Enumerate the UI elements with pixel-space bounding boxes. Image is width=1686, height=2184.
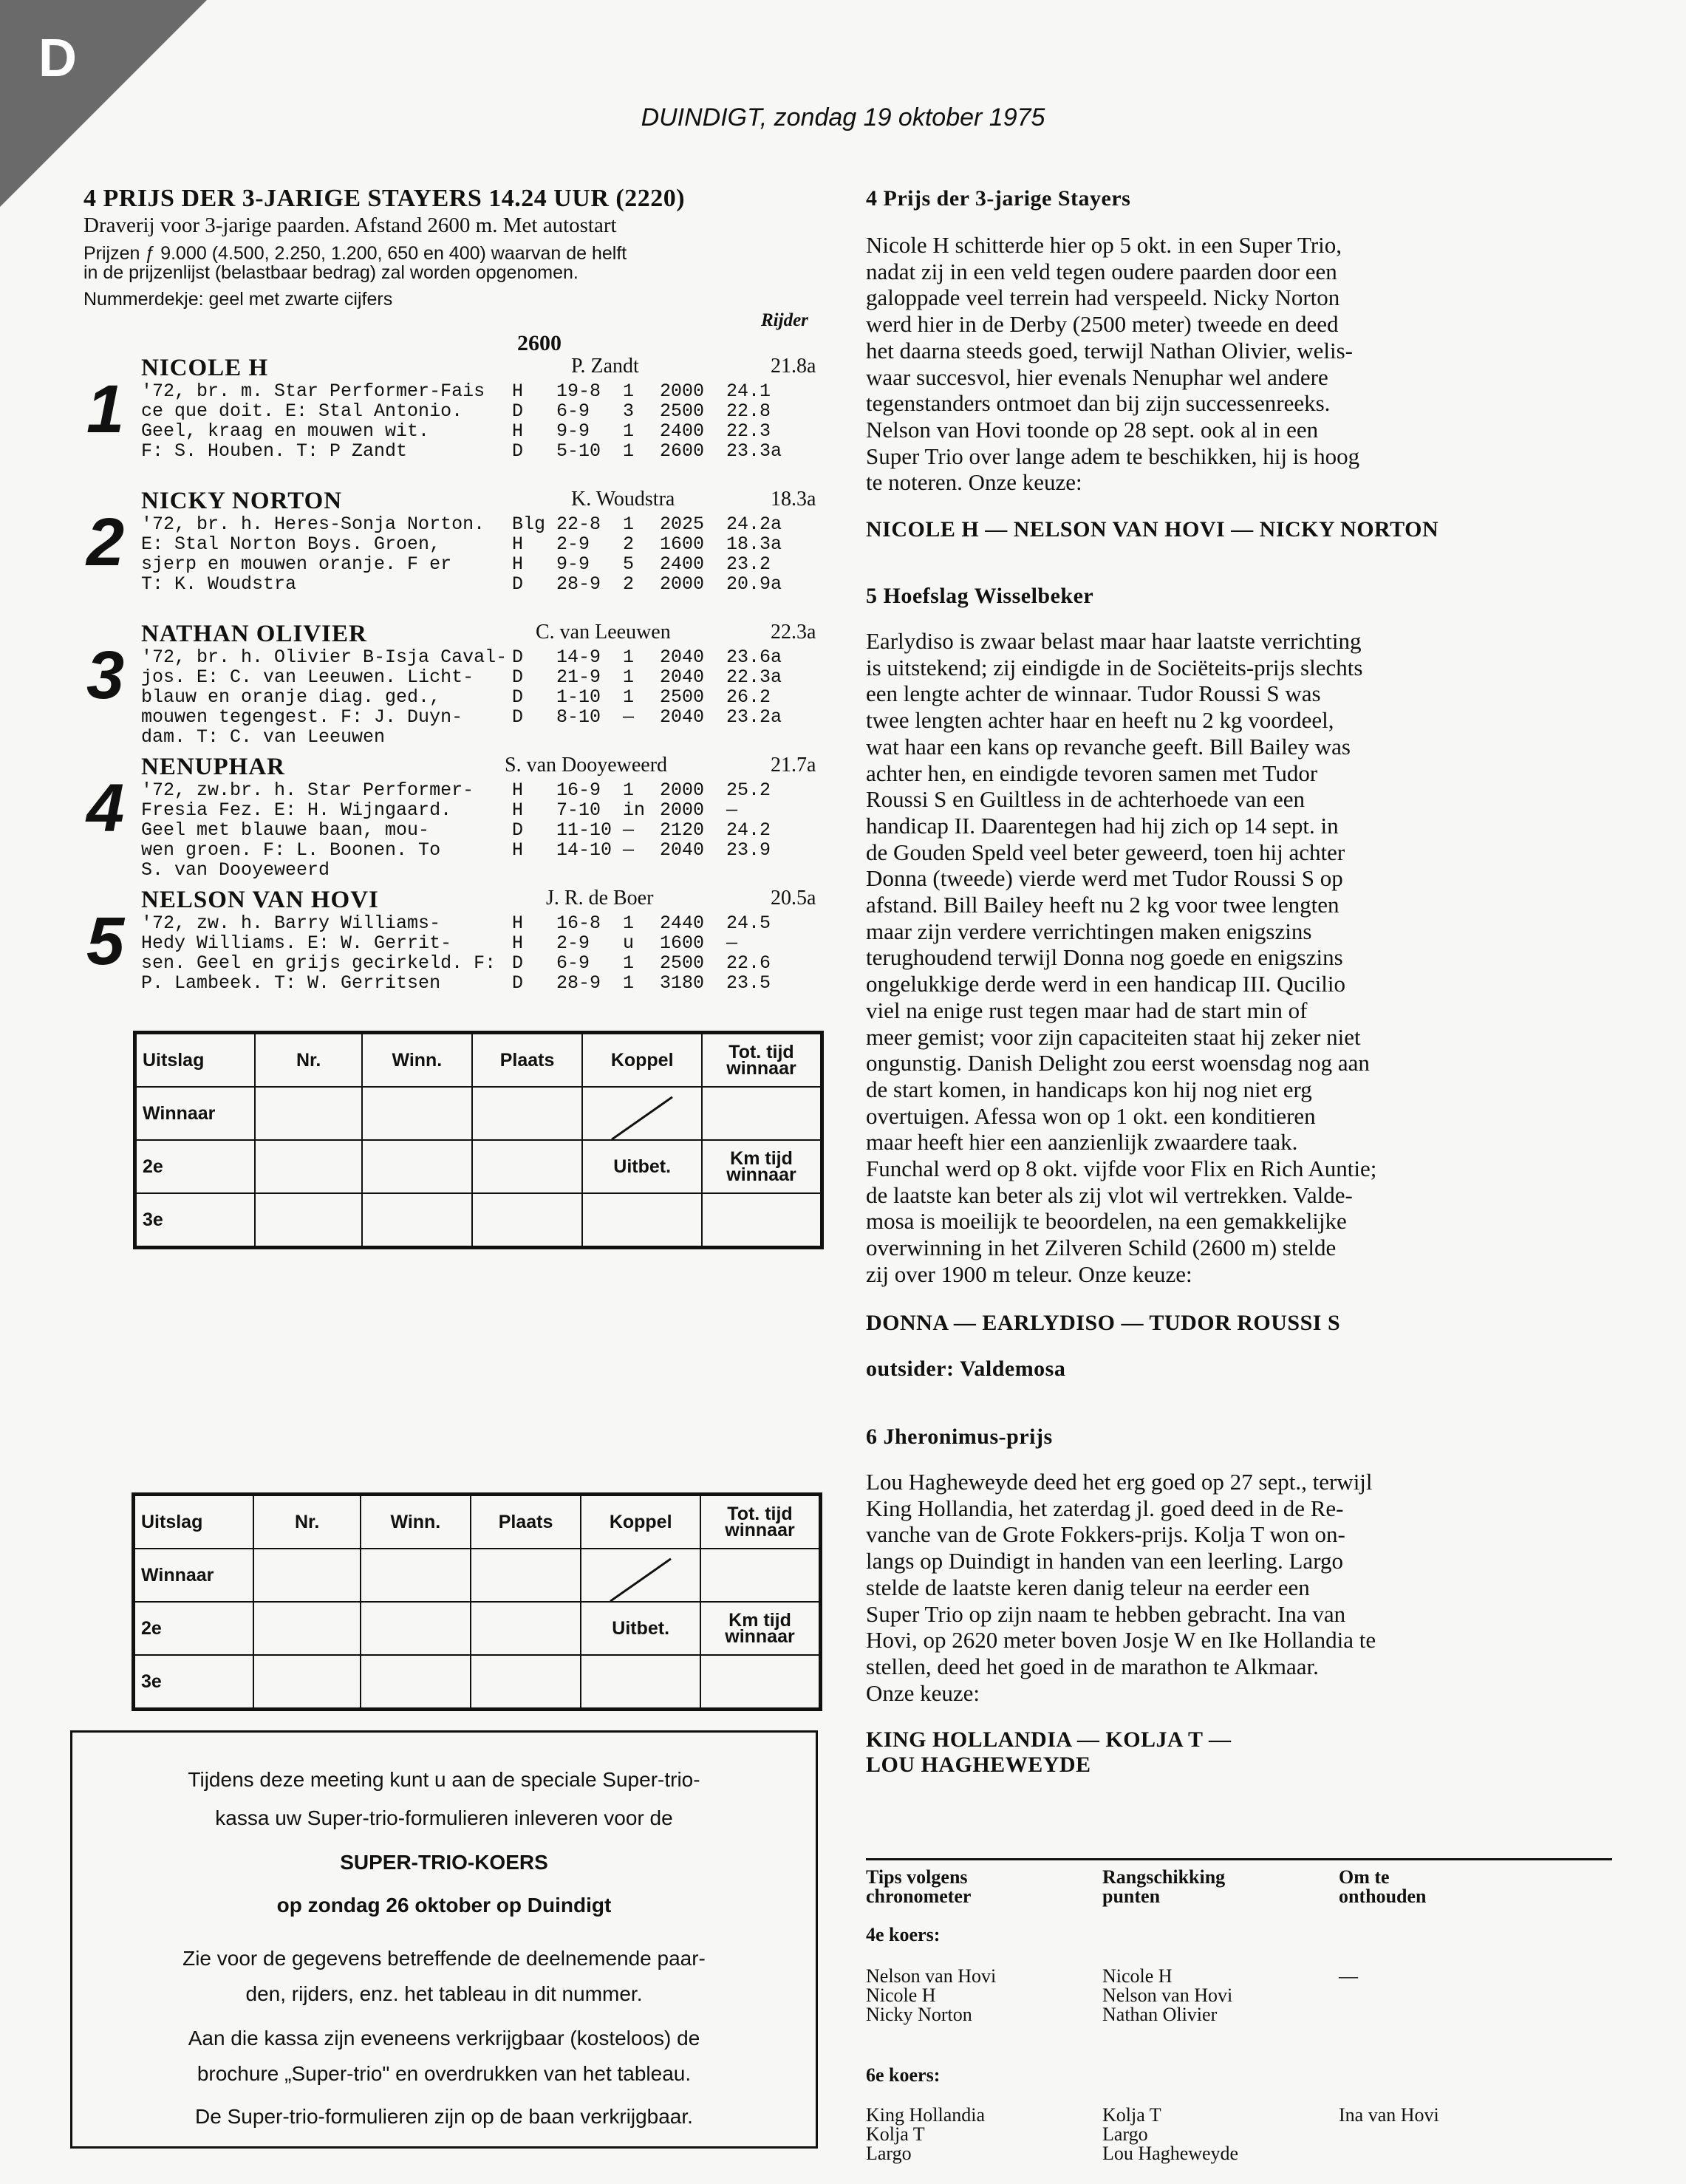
text-line: nadat zij in een veld tegen oudere paarden door een [866,258,1337,284]
text-line: Lou Hagheweyde deed het erg goed op 27 sept., terwijl [866,1469,1373,1495]
winn-header: Winn. [361,1495,471,1549]
horse-number: 2 [86,505,125,580]
result-cell: in [623,799,646,821]
result-cell: 5-10 [556,440,601,462]
tips-header-onthouden: Om te onthouden [1339,1866,1427,1907]
result-cell: D [512,972,524,994]
description-line: '72, br. h. Heres-Sonja Norton. [141,513,485,535]
cell[interactable] [362,1087,472,1140]
horse-entry [83,621,830,746]
description-line: ce que doit. E: Stal Antonio. [141,400,463,422]
second-row-label: 2e [134,1602,254,1655]
description-line: E: Stal Norton Boys. Groen, [141,533,441,555]
horse-rider: P. Zandt [571,355,639,378]
cell[interactable] [472,1140,583,1193]
notice-line: den, rijders, enz. het tableau in dit nummer. [245,1982,643,2005]
result-cell: 2500 [660,952,705,974]
text-line: Super Trio over lange adem te beschikken, hij is hoog [866,443,1360,469]
result-cell: Blg [512,513,546,535]
result-cell: 1 [623,381,635,402]
nr-header: Nr. [253,1495,360,1549]
race-title: 4 PRIJS DER 3-JARIGE STAYERS 14.24 UUR (2220) [83,185,686,212]
description-line: '72, zw. h. Barry Williams- [141,912,441,934]
description-line: Geel met blauwe baan, mou- [141,819,430,841]
description-line: T: K. Woudstra [141,573,297,595]
result-cell: 1600 [660,932,705,954]
result-cell: 2-9 [556,533,590,555]
koppel-header: Koppel [582,1033,702,1088]
result-cell: 6-9 [556,400,590,422]
uitslag-header: Uitslag [135,1033,256,1088]
text-line: stellen, deed het goed in de marathon te Alkmaar. [866,1653,1319,1679]
result-cell: 24.2 [726,819,771,841]
text-line: Nicky Norton [866,2004,972,2025]
result-cell: D [512,440,524,462]
section-6-pick-1: KING HOLLANDIA — KOLJA T — [866,1727,1232,1752]
result-table-1 [133,1031,824,1249]
cell[interactable] [700,1655,821,1710]
notice-date: op zondag 26 oktober op Duindigt [276,1894,612,1917]
text-line: een lengte achter de winnaar. Tudor Roussi S was [866,680,1321,707]
result-cell: 5 [623,553,635,575]
text-line: Super Trio op zijn naam te hebben gebracht. Ina van [866,1600,1346,1627]
cell[interactable] [361,1655,471,1710]
description-line: '72, br. m. Star Performer-Fais [141,381,485,402]
result-cell: 1 [623,779,635,801]
description-line: Geel, kraag en mouwen wit. [141,420,430,442]
result-cell: 23.5 [726,972,771,994]
description-line: Fresia Fez. E: H. Wijngaard. [141,799,452,821]
horse-rating: 21.7a [771,754,816,777]
text-line: Onze keuze: [866,1679,980,1706]
cell[interactable] [253,1655,360,1710]
uitslag-header: Uitslag [134,1495,254,1549]
section-5-outsider: outsider: Valdemosa [866,1357,1066,1381]
result-cell: H [512,533,524,555]
result-cell: 2500 [660,400,705,422]
result-cell: H [512,420,524,442]
result-cell: — [726,799,738,821]
horse-name: NENUPHAR [141,754,285,780]
text-line: King Hollandia, het zaterdag jl. goed deed in de Re- [866,1495,1344,1521]
result-cell: D [512,819,524,841]
result-cell: D [512,400,524,422]
result-cell: 2120 [660,819,705,841]
section-5-text [866,628,1583,1288]
text-line: Funchal werd op 8 okt. vijfde voor Flix en Rich Auntie; [866,1156,1377,1182]
text-line: meer gemist; voor zijn capaciteiten staat hij zeker niet [866,1023,1361,1050]
text-line: overwinning in het Zilveren Schild (2600 m) stelde [866,1235,1337,1261]
text-line: werd hier in de Derby (2500 meter) tweede en deed [866,311,1339,338]
cell[interactable] [253,1602,360,1655]
cell[interactable] [255,1087,361,1140]
result-table-2 [132,1492,822,1711]
result-cell: 16-8 [556,912,601,934]
koers-4-label: 4e koers: [866,1924,941,1945]
description-line: Hedy Williams. E: W. Gerrit- [141,932,452,954]
cell[interactable] [472,1087,583,1140]
uitbet-label: Uitbet. [581,1602,700,1655]
cell[interactable] [582,1193,702,1248]
result-cell: 2040 [660,839,705,861]
result-cell: 1 [623,666,635,688]
horse-rating: 22.3a [771,621,816,644]
text-line: de start komen, in handicaps kon hij nog niet erg [866,1076,1312,1102]
description-line: sen. Geel en grijs gecirkeld. F: [141,952,496,974]
horse-entry [83,887,830,1012]
horse-name: NICOLE H [141,355,269,381]
result-cell: 16-9 [556,779,601,801]
result-cell: 2000 [660,779,705,801]
horse-name: NICKY NORTON [141,488,343,514]
result-cell: 2400 [660,420,705,442]
text-line: het daarna steeds goed, terwijl Nathan Olivier, welis- [866,337,1354,364]
text-line: Nelson van Hovi [866,1965,997,1987]
result-cell: 2 [623,533,635,555]
result-cell: 22.8 [726,400,771,422]
result-cell: — [623,819,635,841]
horse-number: 5 [86,904,125,979]
result-cell: 1 [623,513,635,535]
result-cell: 2 [623,573,635,595]
result-cell: 2000 [660,799,705,821]
text-line: overtuigen. Afessa won op 1 okt. een konditieren [866,1102,1316,1129]
result-cell: 1 [623,440,635,462]
cell[interactable] [702,1193,822,1248]
text-line: handicap II. Daarentegen had hij zich op 14 sept. in [866,812,1339,839]
k4-chrono [866,1967,996,2024]
cell[interactable] [361,1549,471,1602]
k4-punten [1102,1967,1232,2024]
cell[interactable] [702,1087,822,1140]
page-header: DUINDIGT, zondag 19 oktober 1975 [641,103,1045,132]
text-line: galoppade veel terrein had verspeeld. Nicky Norton [866,284,1340,311]
result-cell: 23.9 [726,839,771,861]
horse-entry [83,488,830,613]
horse-number: 3 [86,638,125,713]
result-cell: 3 [623,400,635,422]
cell[interactable] [472,1193,583,1248]
race-distance: 2600 [517,331,562,355]
result-cell: 28-9 [556,972,601,994]
text-line: Kolja T [866,2123,925,2145]
k6-chrono [866,2106,985,2163]
section-4-text [866,232,1583,496]
cell[interactable] [361,1602,471,1655]
cell[interactable] [581,1655,700,1710]
notice-line: Aan die kassa zijn eveneens verkrijgbaar (kosteloos) de [188,2027,700,2050]
result-cell: 28-9 [556,573,601,595]
koers-6-label: 6e koers: [866,2064,941,2086]
section-6-pick-2: LOU HAGHEWEYDE [866,1753,1091,1777]
result-cell: 18.3a [726,533,782,555]
result-cell: 21-9 [556,666,601,688]
result-cell: D [512,646,524,668]
result-cell: 1600 [660,533,705,555]
text-line: Largo [866,2143,912,2164]
result-cell: D [512,952,524,974]
text-line: mosa is moeilijk te beoordelen, na een gemakkelijke [866,1208,1347,1235]
result-cell: 19-8 [556,381,601,402]
section-5-pick: DONNA — EARLYDISO — TUDOR ROUSSI S [866,1311,1341,1335]
race-conditions: Draverij voor 3-jarige paarden. Afstand 2600 m. Met autostart [83,214,617,237]
horse-rating: 18.3a [771,488,816,511]
result-cell: 6-9 [556,952,590,974]
cell[interactable] [255,1140,361,1193]
result-cell: — [726,932,738,954]
description-line: blauw en oranje diag. ged., [141,686,441,708]
result-cell: 1 [623,952,635,974]
description-line: jos. E: C. van Leeuwen. Licht- [141,666,474,688]
text-line: zij over 1900 m teleur. Onze keuze: [866,1260,1192,1287]
result-cell: 2040 [660,706,705,728]
slash-mark [582,1087,702,1140]
text-line: Lou Hagheweyde [1102,2143,1239,2164]
text-line: tegenstanders ontmoet dan bij zijn successenreeks. [866,390,1331,417]
result-cell: 14-9 [556,646,601,668]
section-6-text [866,1469,1583,1706]
description-line: wen groen. F: L. Boonen. To [141,839,441,861]
result-cell: 1-10 [556,686,601,708]
cell[interactable] [471,1602,581,1655]
result-cell: 24.1 [726,381,771,402]
result-cell: H [512,932,524,954]
result-cell: 2025 [660,513,705,535]
result-cell: 22-8 [556,513,601,535]
text-line: ongunstig. Danish Delight zou eerst woensdag nog aan [866,1050,1370,1076]
text-line: waar succesvol, hier evenals Nenuphar wel andere [866,364,1328,390]
race-prizes-2: in de prijzenlijst (belastbaar bedrag) zal worden opgenomen. [83,262,579,283]
tot-tijd-header: Tot. tijd winnaar [700,1495,821,1549]
text-line: de Gouden Speld veel beter geweerd, toen hij achter [866,839,1345,865]
text-line: te noteren. Onze keuze: [866,469,1082,496]
rider-column-label: Rijder [761,310,808,330]
result-cell: H [512,779,524,801]
result-cell: 23.2a [726,706,782,728]
result-cell: 8-10 [556,706,601,728]
section-5-heading: 5 Hoefslag Wisselbeker [866,584,1094,608]
text-line: Earlydiso is zwaar belast maar haar laatste verrichting [866,628,1362,654]
horse-rating: 21.8a [771,355,816,378]
winn-header: Winn. [362,1033,472,1088]
text-line: terughoudend terwijl Donna nog goede en enigszins [866,944,1343,971]
winnaar-row-label: Winnaar [135,1087,256,1140]
text-line: Nicole H [1102,1965,1173,1987]
section-letter: D [38,29,77,88]
description-line: F: S. Houben. T: P Zandt [141,440,408,462]
slash-mark [581,1549,700,1602]
second-row-label: 2e [135,1140,256,1193]
plaats-header: Plaats [472,1033,583,1088]
text-line: langs op Duindigt in handen van een leerling. Largo [866,1548,1343,1574]
result-cell: 24.2a [726,513,782,535]
km-tijd-label: Km tijd winnaar [700,1602,821,1655]
result-cell: 1 [623,686,635,708]
horse-number: 1 [86,372,125,447]
horse-rating: 20.5a [771,887,816,910]
result-cell: 2040 [660,646,705,668]
result-cell: 23.3a [726,440,782,462]
text-line: Nicole H [866,1985,936,2006]
race-number-cloth: Nummerdekje: geel met zwarte cijfers [83,289,393,310]
description-line: dam. T: C. van Leeuwen [141,726,386,748]
text-line: twee lengten achter haar en heeft nu 2 kg voordeel, [866,707,1334,734]
result-cell: 1 [623,972,635,994]
cell[interactable] [700,1549,821,1602]
result-cell: 1 [623,912,635,934]
result-cell: 22.3a [726,666,782,688]
horse-name: NATHAN OLIVIER [141,621,367,647]
text-line: ongelukkige derde werd in een handicap III. Qucilio [866,971,1346,997]
third-row-label: 3e [134,1655,254,1710]
description-line: P. Lambeek. T: W. Gerritsen [141,972,441,994]
text-line: Nelson van Hovi [1102,1985,1233,2006]
horse-entry [83,355,830,480]
notice-line: kassa uw Super-trio-formulieren inleveren voor de [215,1806,673,1829]
km-tijd-label: Km tijd winnaar [702,1140,822,1193]
tot-tijd-header: Tot. tijd winnaar [702,1033,822,1088]
result-cell: 1 [623,646,635,668]
k6-punten [1102,2106,1238,2163]
result-cell: 2040 [660,666,705,688]
text-line: achter hen, en eindigde tevoren samen met Tudor [866,760,1318,786]
cell[interactable] [255,1193,361,1248]
description-line: S. van Dooyeweerd [141,859,330,881]
result-cell: 22.3 [726,420,771,442]
result-cell: 9-9 [556,553,590,575]
result-cell: D [512,666,524,688]
koppel-header: Koppel [581,1495,700,1549]
description-line: '72, br. h. Olivier B-Isja Caval- [141,646,508,668]
section-4-pick: NICOLE H — NELSON VAN HOVI — NICKY NORTON [866,517,1439,542]
text-line: Hovi, op 2620 meter boven Josje W en Ike Hollandia te [866,1627,1376,1654]
text-line: viel na enige rust tegen maar had de start min of [866,997,1308,1023]
result-cell: 26.2 [726,686,771,708]
text-line: maar zijn verdere verrichtingen maken enigszins [866,918,1312,944]
result-cell: D [512,686,524,708]
description-line: mouwen tegengest. F: J. Duyn- [141,706,463,728]
text-line: Nicole H schitterde hier op 5 okt. in een Super Trio, [866,232,1342,258]
result-cell: 2440 [660,912,705,934]
text-line: afstand. Bill Bailey heeft nu 2 kg voor twee lengten [866,892,1339,918]
horse-rider: K. Woudstra [571,488,675,511]
notice-line: Tijdens deze meeting kunt u aan de speciale Super-trio- [188,1768,700,1791]
notice-line: De Super-trio-formulieren zijn op de baan verkrijgbaar. [195,2105,693,2128]
text-line: stelde de laatste keren danig teleur na eerder een [866,1574,1310,1600]
result-cell: 25.2 [726,779,771,801]
text-line: Nathan Olivier [1102,2004,1218,2025]
result-cell: 3180 [660,972,705,994]
k4-onthouden: — [1339,1965,1358,1987]
result-cell: 1 [623,420,635,442]
horse-name: NELSON VAN HOVI [141,887,379,913]
notice-line: brochure „Super-trio" en overdrukken van het tableau. [197,2062,692,2085]
result-cell: H [512,381,524,402]
text-line: Donna (tweede) vierde werd met Tudor Roussi S op [866,865,1343,892]
description-line: '72, zw.br. h. Star Performer- [141,779,474,801]
cell[interactable] [471,1655,581,1710]
result-cell: 23.6a [726,646,782,668]
text-line: Nelson van Hovi toonde op 28 sept. ook al in een [866,416,1319,443]
cell[interactable] [362,1193,472,1248]
text-line: Roussi S en Guiltless in de achterhoede van een [866,786,1306,813]
horse-rider: C. van Leeuwen [536,621,671,644]
tips-header-chrono: Tips volgens chronometer [866,1866,972,1907]
uitbet-label: Uitbet. [582,1140,702,1193]
text-line: maar heeft hier een aanzienlijk zwaardere taak. [866,1129,1298,1156]
result-cell: 2400 [660,553,705,575]
result-cell: H [512,553,524,575]
result-cell: 9-9 [556,420,590,442]
result-cell: — [623,839,635,861]
notice-heading: SUPER-TRIO-KOERS [340,1851,548,1874]
result-cell: 24.5 [726,912,771,934]
cell[interactable] [471,1549,581,1602]
text-line: wat haar een kans op revanche geeft. Bill Bailey was [866,733,1351,760]
result-cell: 2000 [660,381,705,402]
text-line: Largo [1102,2123,1148,2145]
result-cell: 22.6 [726,952,771,974]
race-prizes-1: Prijzen ƒ 9.000 (4.500, 2.250, 1.200, 650 en 400) waarvan de helft [83,243,627,264]
text-line: King Hollandia [866,2104,986,2126]
result-cell: 2000 [660,573,705,595]
result-cell: 14-10 [556,839,612,861]
result-cell: u [623,932,635,954]
plaats-header: Plaats [471,1495,581,1549]
result-cell: D [512,573,524,595]
result-cell: H [512,799,524,821]
result-cell: 23.2 [726,553,771,575]
result-cell: 20.9a [726,573,782,595]
horse-rider: S. van Dooyeweerd [505,754,668,777]
tips-header-punten: Rangschikking punten [1102,1866,1226,1907]
result-cell: H [512,912,524,934]
result-cell: D [512,706,524,728]
result-cell: H [512,839,524,861]
result-cell: — [623,706,635,728]
description-line: sjerp en mouwen oranje. F er [141,553,452,575]
horse-number: 4 [86,771,125,846]
text-line: is uitstekend; zij eindigde in de Sociëteits-prijs slechts [866,654,1363,680]
third-row-label: 3e [135,1193,256,1248]
result-cell: 2500 [660,686,705,708]
k6-onthouden: Ina van Hovi [1339,2104,1439,2126]
horse-rider: J. R. de Boer [546,887,654,910]
result-cell: 11-10 [556,819,612,841]
text-line: vanche van de Grote Fokkers-prijs. Kolja T won on- [866,1521,1345,1548]
cell[interactable] [362,1140,472,1193]
horse-entry [83,754,830,879]
text-line: de laatste kan beter als zij vlot wil vertrekken. Valde- [866,1181,1353,1208]
notice-line: Zie voor de gegevens betreffende de deelnemende paar- [182,1947,706,1970]
tips-table [866,1832,1612,2172]
winnaar-row-label: Winnaar [134,1549,254,1602]
result-cell: 2-9 [556,932,590,954]
section-6-heading: 6 Jheronimus-prijs [866,1424,1053,1449]
cell[interactable] [253,1549,360,1602]
result-cell: 7-10 [556,799,601,821]
result-cell: 2600 [660,440,705,462]
text-line: Kolja T [1102,2104,1161,2126]
nr-header: Nr. [255,1033,361,1088]
super-trio-notice [70,1730,818,2149]
section-4-heading: 4 Prijs der 3-jarige Stayers [866,186,1131,211]
